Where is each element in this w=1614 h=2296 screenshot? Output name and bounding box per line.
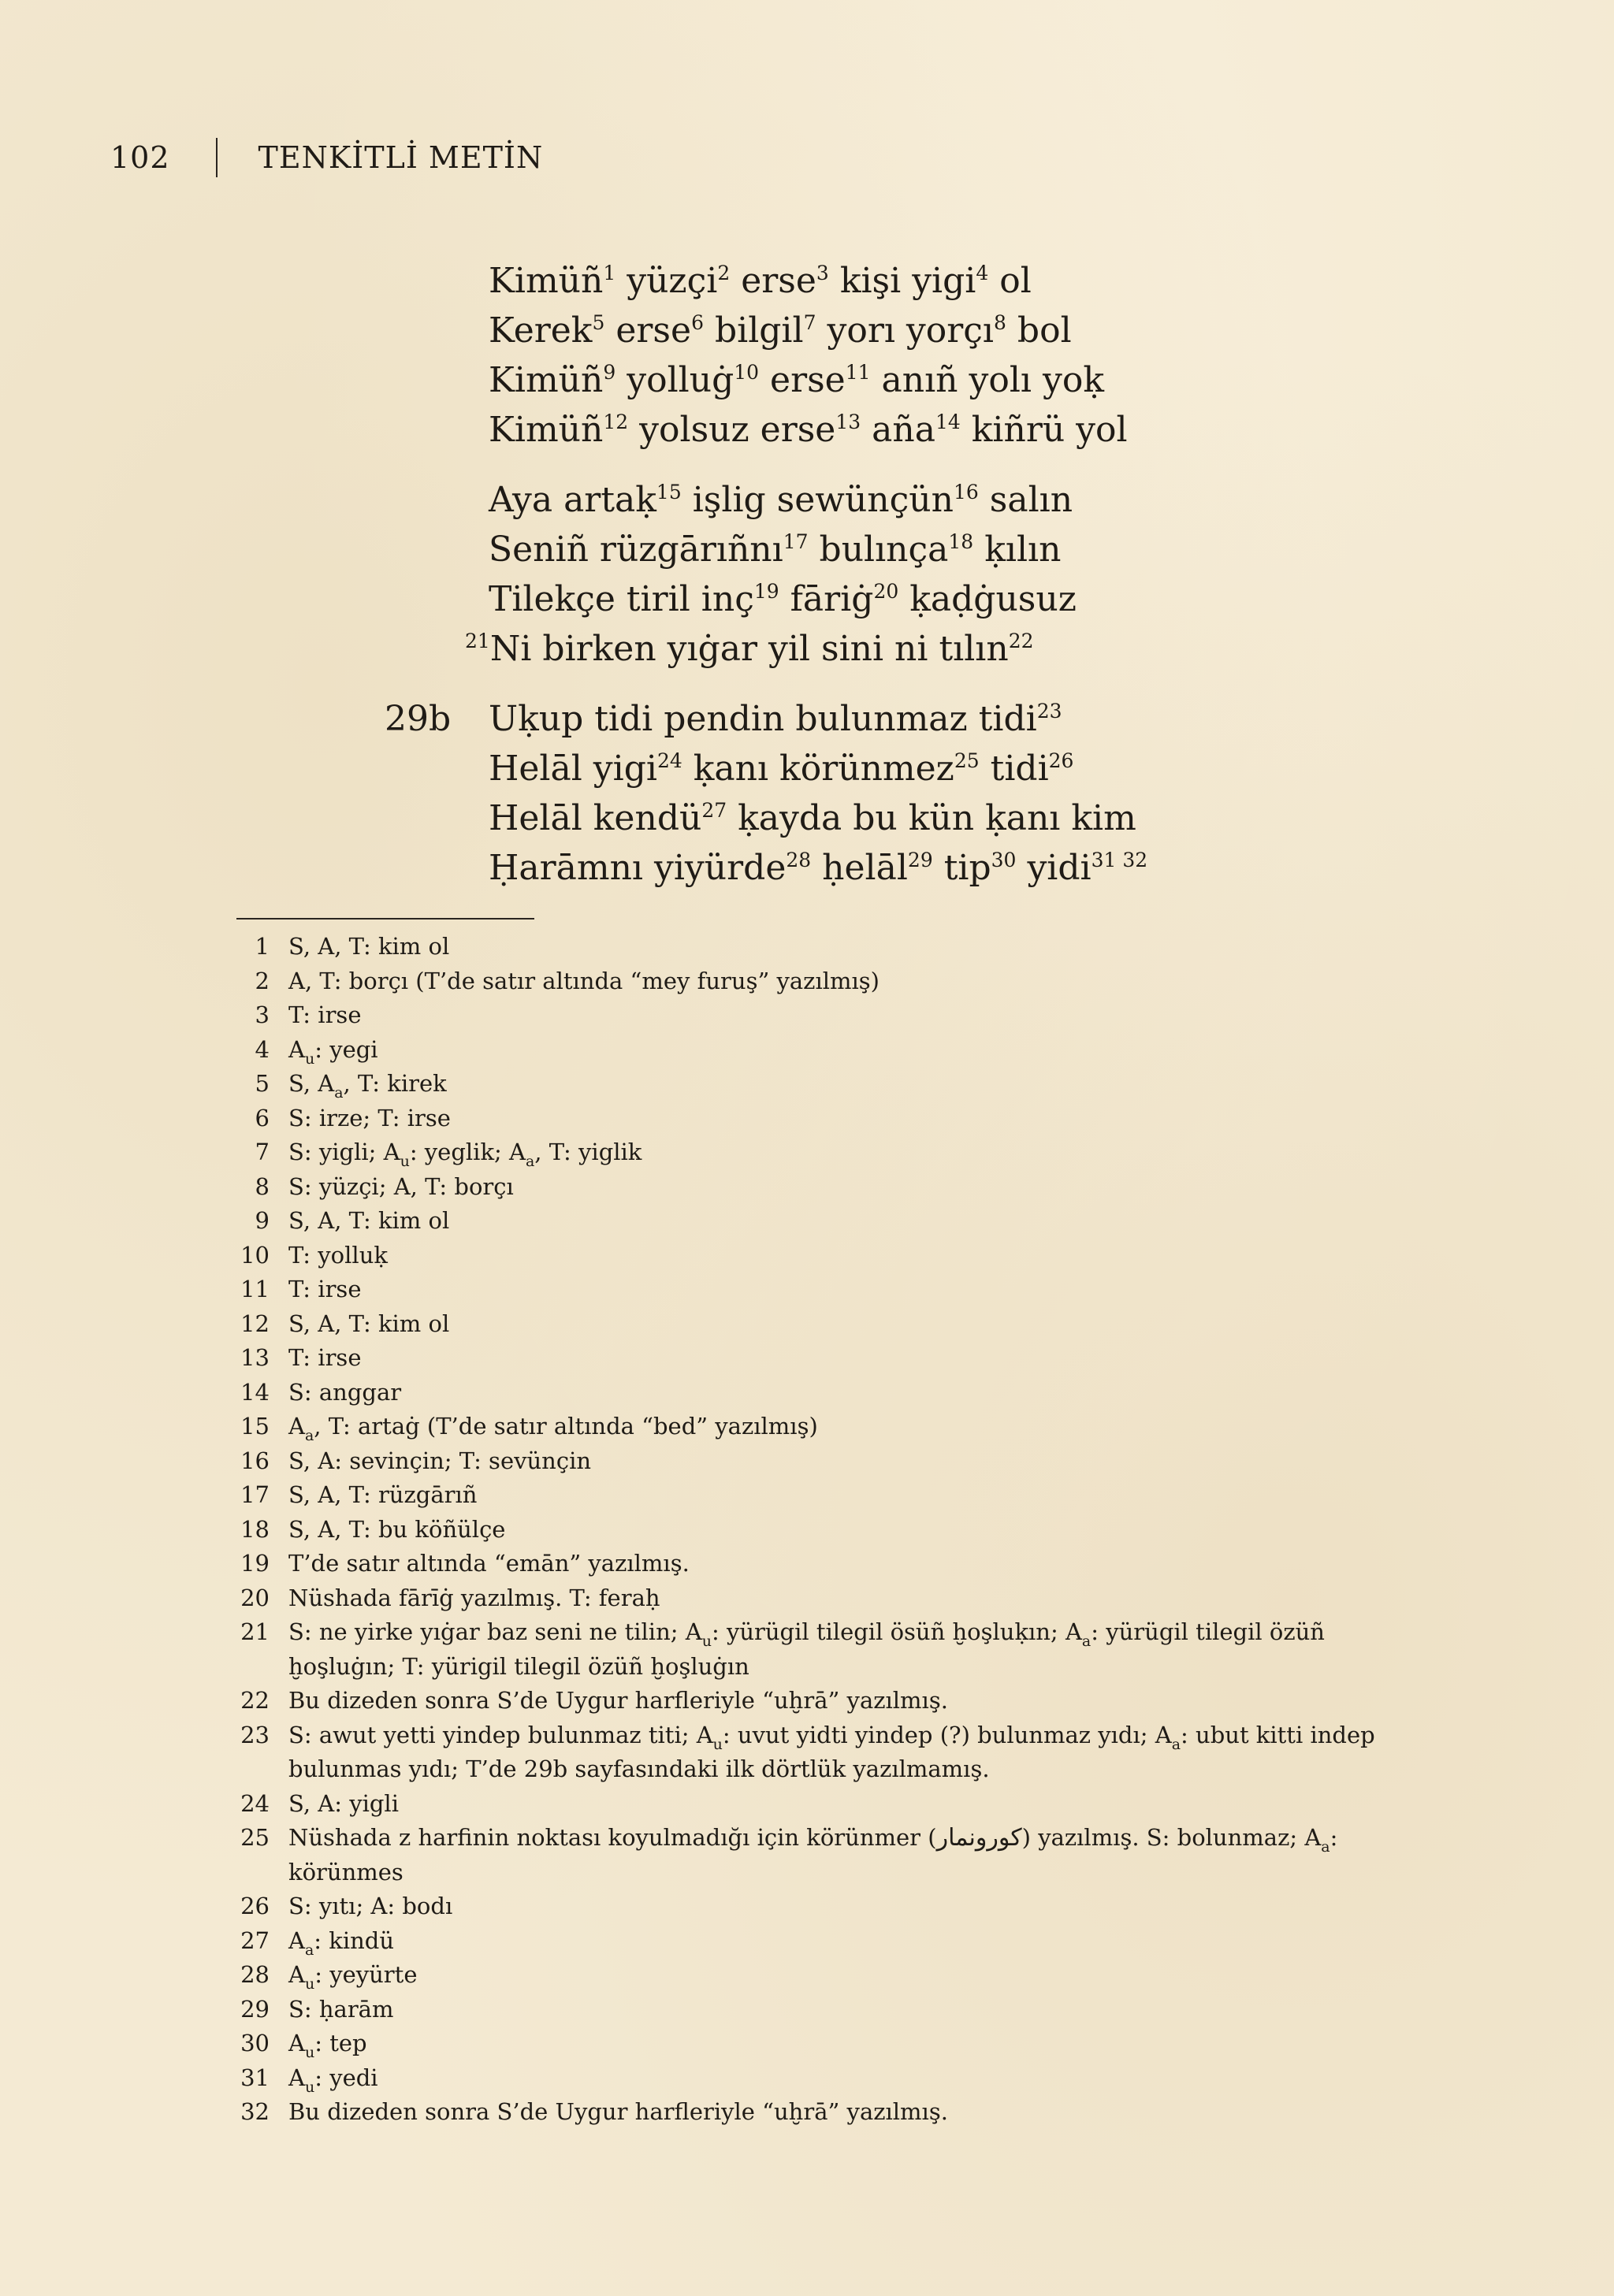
footnote-text: S: anggar [288,1378,402,1406]
verse-line [0,355,1614,405]
footnote-number: 9 [255,1207,270,1234]
footnote-number: 23 [240,1721,270,1748]
footnote [236,1581,1379,1616]
footnote [236,1239,1379,1273]
verse-line-text: Ḥarāmnı yiyürde$^{28}$ ḥelāl$^{29}$ tip$^{30}$ yidi$^{31 32}$ [489,848,1148,888]
verse-line-text: Seniñ rüzgārıñnı$^{17}$ bulınça$^{18}$ ḳılın [489,529,1062,570]
footnote-number: 28 [240,1961,270,1988]
stanza [0,256,1614,455]
footnote-text: T: yolluḳ [288,1241,388,1269]
footnote [236,1684,1379,1718]
verse-line-text: Kerek$^5$ erse$^6$ bilgil$^7$ yorı yorçı$^8$ bol [489,310,1072,351]
footnote [236,1547,1379,1581]
footnote-text: Nüshada z harfinin noktası koyulmadığı için körünmer (كورونمار) yazılmış. S: bolunmaz; $A_a$: körünmes [288,1824,1338,1885]
footnote-text: Nüshada fārīġ yazılmış. T: feraḥ [288,1584,660,1611]
footnote [236,1341,1379,1376]
footnote-text: S: ḥarām [288,1995,394,2023]
footnote-number: 29 [240,1995,270,2023]
footnote [236,1170,1379,1205]
verse-line-text: Aya artaḳ$^{15}$ işlig sewünçün$^{16}$ salın [489,480,1073,520]
footnote [236,1410,1379,1444]
footnote-text: T’de satır altında “emān” yazılmış. [288,1550,690,1577]
footnote-text: $A_u$: yedi [288,2064,378,2096]
footnote-number: 30 [240,2030,270,2056]
footnote-text: $A_a$, T: artaġ (T’de satır altında “bed” yazılmış) [288,1413,818,1444]
footnote-number: 10 [240,1241,270,1269]
footnote-text: S, A, T: kim ol [288,933,450,960]
footnote-number: 2 [255,967,270,994]
footnote-text: S: awut yetti yindep bulunmaz titi; $A_u$: uvut yidti yindep (?) bulunmaz yıdı; $A_a$: ubut kitti indep bulunmas yıdı; T’de 29b sayfasındaki ilk dörtlük yazılmamış. [288,1721,1375,1782]
footnote [236,1102,1379,1136]
footnote [236,1067,1379,1102]
verse-line [0,624,1614,674]
footnote [236,1821,1379,1889]
footnote-text: $A_u$: tep [288,2030,367,2061]
footnote-number: 32 [240,2098,270,2125]
stanza [0,694,1614,893]
footnote-number: 27 [240,1926,270,1954]
footnote-number: 14 [240,1378,270,1406]
verse-line-text: Kimüñ$^1$ yüzçi$^2$ erse$^3$ kişi yigi$^4$ ol [489,261,1032,301]
footnote [236,1444,1379,1479]
footnote-rule [236,918,534,920]
footnote [236,1307,1379,1342]
footnote-number: 21 [240,1618,270,1645]
footnote [236,1787,1379,1822]
footnote [236,2027,1379,2061]
footnote-text: S, $A_a$, T: kirek [288,1070,447,1102]
footnote-number: 24 [240,1789,270,1817]
footnote-text: S, A: sevinçin; T: sevünçin [288,1447,592,1474]
folio-marker: 29b [385,699,452,739]
footnote [236,964,1379,999]
footnotes-list [236,930,1379,2130]
footnote-number: 7 [255,1139,270,1165]
footnote-number: 20 [240,1584,270,1611]
running-header [110,138,543,177]
footnote [236,1958,1379,1993]
footnote [236,930,1379,964]
footnote [236,1272,1379,1307]
footnote-text: S, A: yigli [288,1789,399,1817]
verse-line [0,256,1614,306]
verse-line [0,694,1614,744]
footnote-text: T: irse [288,1276,362,1302]
footnote-text: S: ne yirke yıġar baz seni ne tilin; $A_u$: yürügil tilegil ösüñ ḫoşluḳın; $A_a$: yürügil tilegil özüñ ḫoşluġın; T: yürigil tilegil özüñ ḫoşluġın [288,1618,1325,1680]
footnote-text: A, T: borçı (T’de satır altında “mey furuş” yazılmış) [288,967,880,994]
footnote [236,1135,1379,1170]
footnote [236,1718,1379,1787]
footnote-number: 18 [240,1515,270,1543]
footnote-text: Bu dizeden sonra S’de Uygur harfleriyle “uḫrā” yazılmış. [288,2098,948,2125]
footnote [236,1889,1379,1924]
verse-line [0,525,1614,574]
footnote-text: $A_u$: yeyürte [288,1961,418,1993]
header-divider [216,138,218,177]
footnote-text: S: yüzçi; A, T: borçı [288,1172,514,1200]
footnote-number: 22 [240,1687,270,1714]
verse-line-text: Kimüñ$^{12}$ yolsuz erse$^{13}$ aña$^{14}$ kiñrü yol [489,410,1128,450]
footnote-text: T: irse [288,1344,362,1371]
footnote-text: S, A, T: rüzgārıñ [288,1481,478,1508]
footnote [236,1376,1379,1410]
footnote-text: S: yıtı; A: bodı [288,1893,453,1919]
footnote-number: 6 [255,1104,270,1131]
footnote-number: 1 [255,933,270,960]
verse-line [0,405,1614,455]
verse-line [0,475,1614,525]
stanza [0,475,1614,674]
verse-line [0,574,1614,624]
footnote-number: 3 [255,1001,270,1028]
verse-text [0,256,1614,913]
footnote [236,1033,1379,1068]
footnote [236,1924,1379,1959]
footnote [236,1513,1379,1547]
verse-line-text: Uḳup tidi pendin bulunmaz tidi$^{23}$ [489,699,1062,739]
footnote [236,1204,1379,1239]
footnote-text: S: yigli; $A_u$: yeglik; $A_a$, T: yiglik [288,1139,642,1170]
verse-line [0,843,1614,893]
page-number: 102 [110,140,170,175]
footnote-text: S, A, T: kim ol [288,1207,450,1234]
verse-line-text: Helāl yigi$^{24}$ ḳanı körünmez$^{25}$ tidi$^{26}$ [489,749,1074,789]
footnote-text: S, A, T: bu köñülçe [288,1515,506,1543]
footnote-number: 13 [240,1344,270,1371]
footnote-number: 8 [255,1172,270,1200]
verse-line [0,744,1614,793]
footnote-number: 19 [240,1550,270,1577]
verse-line [0,306,1614,355]
footnote-number: 4 [255,1035,270,1063]
footnote-number: 15 [240,1413,270,1440]
footnote-number: 31 [240,2064,270,2091]
footnote [236,1615,1379,1684]
footnote-number: 17 [240,1481,270,1508]
footnote [236,998,1379,1033]
footnote [236,2095,1379,2130]
footnote-number: 5 [255,1070,270,1097]
footnote-number: 26 [240,1893,270,1919]
footnote-number: 25 [240,1824,270,1851]
footnote-number: 11 [240,1276,270,1302]
footnote [236,1993,1379,2027]
footnote-number: 12 [240,1310,270,1337]
verse-line-text: Tilekçe tiril inç$^{19}$ fāriġ$^{20}$ ḳaḍġusuz [489,579,1077,619]
verse-line-text: Kimüñ$^9$ yolluġ$^{10}$ erse$^{11}$ anıñ yolı yoḳ [489,360,1104,400]
footnote-text: $A_a$: kindü [288,1926,395,1959]
footnote [236,2061,1379,2096]
footnote-text: S: irze; T: irse [288,1104,451,1131]
verse-line-text: Helāl kendü$^{27}$ ḳayda bu kün ḳanı kim [489,798,1136,838]
footnote-text: S, A, T: kim ol [288,1310,450,1337]
footnote-text: $A_u$: yegi [288,1035,378,1068]
footnote-number: 16 [240,1447,270,1474]
footnote-text: T: irse [288,1001,362,1028]
running-title: TENKİTLİ METİN [258,140,544,175]
verse-line [0,793,1614,843]
verse-line-text: $^{21}$Ni birken yıġar yil sini ni tılın$^{22}$ [465,629,1034,669]
footnote [236,1478,1379,1513]
footnote-text: Bu dizeden sonra S’de Uygur harfleriyle “uḫrā” yazılmış. [288,1687,948,1714]
